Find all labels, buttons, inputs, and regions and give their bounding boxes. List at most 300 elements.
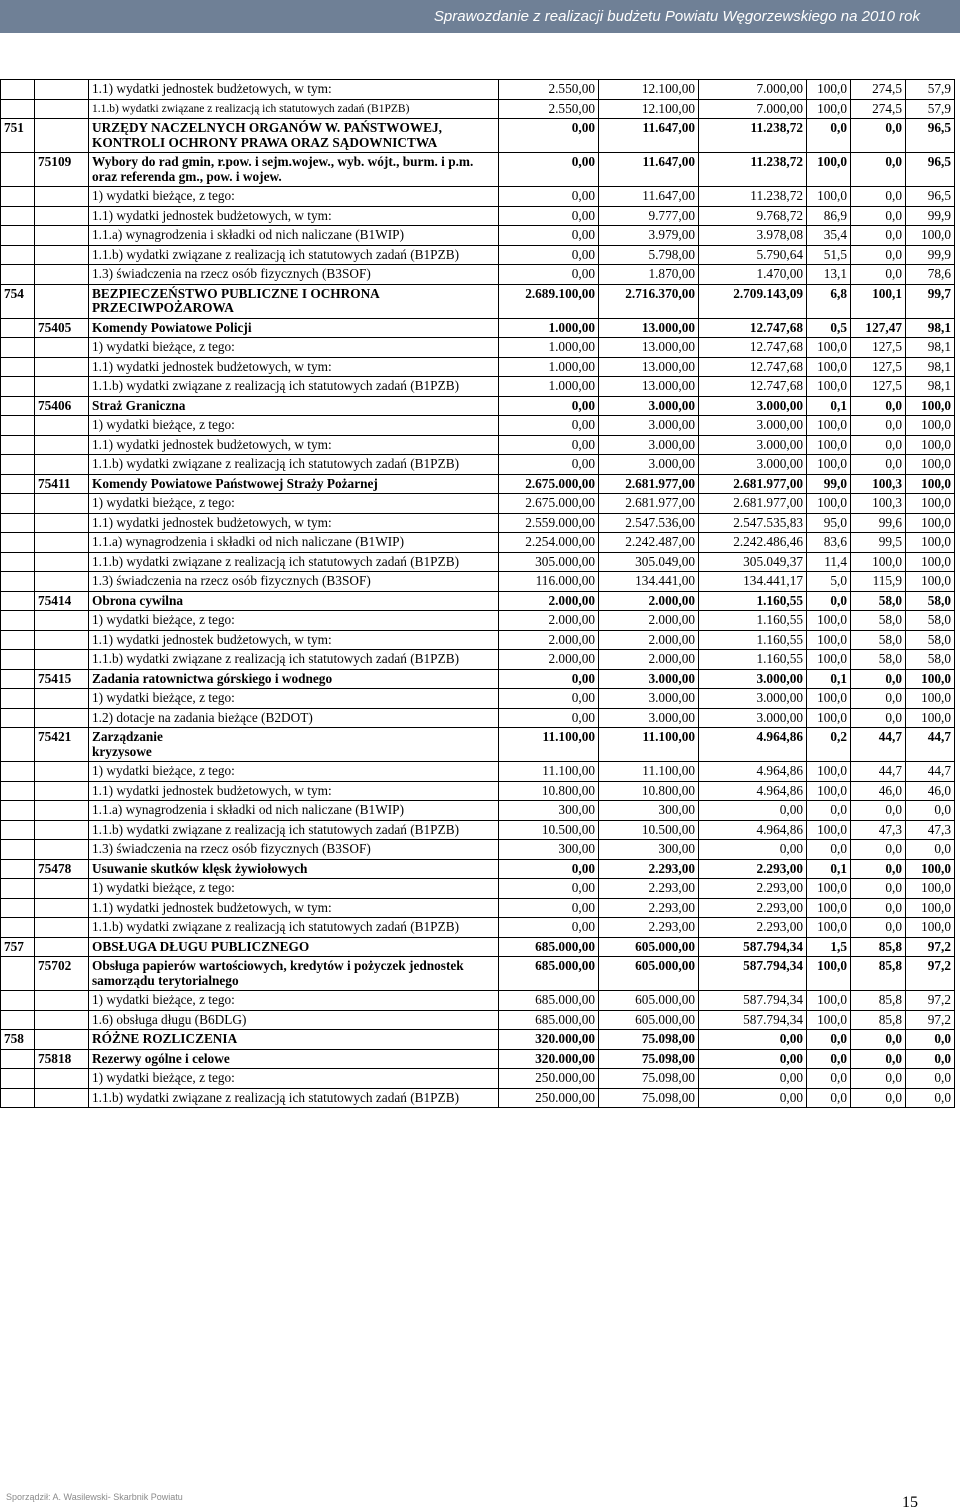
execution-cell: 7.000,00 <box>699 80 807 100</box>
chapter-code-cell <box>35 898 89 918</box>
section-code-cell <box>1 455 35 475</box>
percent-3-cell: 0,0 <box>906 801 955 821</box>
percent-2-cell: 100,1 <box>851 284 906 318</box>
section-code-cell: 758 <box>1 1030 35 1050</box>
percent-3-cell: 100,0 <box>906 708 955 728</box>
chapter-code-cell <box>35 1030 89 1050</box>
percent-3-cell: 0,0 <box>906 1049 955 1069</box>
description-cell: 1.1) wydatki jednostek budżetowych, w tym: <box>89 435 499 455</box>
table-row <box>1 650 955 670</box>
percent-2-cell: 58,0 <box>851 650 906 670</box>
percent-3-cell: 99,7 <box>906 284 955 318</box>
structure-percent-cell: 0,0 <box>807 801 851 821</box>
plan-cell: 1.000,00 <box>499 377 599 397</box>
execution-cell: 3.000,00 <box>699 669 807 689</box>
chapter-code-cell <box>35 416 89 436</box>
table-row <box>1 669 955 689</box>
description-cell: 1) wydatki bieżące, z tego: <box>89 338 499 358</box>
section-code-cell <box>1 859 35 879</box>
chapter-code-cell <box>35 357 89 377</box>
description-cell: 1.1.b) wydatki związane z realizacją ich statutowych zadań (B1PZB) <box>89 1088 499 1108</box>
percent-3-cell: 97,2 <box>906 957 955 991</box>
section-code-cell <box>1 669 35 689</box>
plan-after-changes-cell: 13.000,00 <box>599 338 699 358</box>
plan-cell: 300,00 <box>499 840 599 860</box>
table-row <box>1 284 955 318</box>
table-row <box>1 435 955 455</box>
table-row <box>1 1049 955 1069</box>
structure-percent-cell: 100,0 <box>807 918 851 938</box>
plan-after-changes-cell: 3.000,00 <box>599 396 699 416</box>
description-cell: Zarządzanie kryzysowe <box>89 728 499 762</box>
table-row <box>1 377 955 397</box>
chapter-code-cell <box>35 630 89 650</box>
chapter-code-cell <box>35 689 89 709</box>
section-code-cell <box>1 153 35 187</box>
percent-2-cell: 85,8 <box>851 937 906 957</box>
description-cell: 1.1) wydatki jednostek budżetowych, w tym: <box>89 898 499 918</box>
table-row <box>1 226 955 246</box>
plan-after-changes-cell: 2.242.487,00 <box>599 533 699 553</box>
percent-2-cell: 0,0 <box>851 859 906 879</box>
structure-percent-cell: 100,0 <box>807 762 851 782</box>
table-row <box>1 533 955 553</box>
table-row <box>1 396 955 416</box>
page-number: 15 <box>902 1494 918 1511</box>
section-code-cell <box>1 708 35 728</box>
execution-cell: 0,00 <box>699 840 807 860</box>
chapter-code-cell <box>35 840 89 860</box>
table-row <box>1 357 955 377</box>
percent-2-cell: 0,0 <box>851 265 906 285</box>
description-cell: 1.1) wydatki jednostek budżetowych, w tym: <box>89 630 499 650</box>
percent-2-cell: 58,0 <box>851 611 906 631</box>
plan-cell: 320.000,00 <box>499 1030 599 1050</box>
percent-3-cell: 97,2 <box>906 937 955 957</box>
percent-2-cell: 0,0 <box>851 206 906 226</box>
table-row <box>1 801 955 821</box>
table-row <box>1 879 955 899</box>
section-code-cell <box>1 918 35 938</box>
plan-after-changes-cell: 3.979,00 <box>599 226 699 246</box>
execution-cell: 587.794,34 <box>699 1010 807 1030</box>
chapter-code-cell <box>35 513 89 533</box>
percent-3-cell: 97,2 <box>906 991 955 1011</box>
plan-cell: 2.254.000,00 <box>499 533 599 553</box>
percent-3-cell: 100,0 <box>906 689 955 709</box>
chapter-code-cell <box>35 377 89 397</box>
structure-percent-cell: 100,0 <box>807 630 851 650</box>
plan-cell: 0,00 <box>499 206 599 226</box>
description-cell: 1.1.b) wydatki związane z realizacją ich statutowych zadań (B1PZB) <box>89 650 499 670</box>
chapter-code-cell: 75478 <box>35 859 89 879</box>
percent-3-cell: 100,0 <box>906 879 955 899</box>
percent-3-cell: 0,0 <box>906 1030 955 1050</box>
structure-percent-cell: 100,0 <box>807 650 851 670</box>
chapter-code-cell <box>35 762 89 782</box>
plan-after-changes-cell: 134.441,00 <box>599 572 699 592</box>
section-code-cell <box>1 226 35 246</box>
header-bar <box>0 0 960 33</box>
chapter-code-cell: 75421 <box>35 728 89 762</box>
percent-3-cell: 100,0 <box>906 494 955 514</box>
plan-cell: 250.000,00 <box>499 1069 599 1089</box>
table-row <box>1 781 955 801</box>
table-row <box>1 918 955 938</box>
section-code-cell <box>1 318 35 338</box>
plan-after-changes-cell: 5.798,00 <box>599 245 699 265</box>
table-row <box>1 840 955 860</box>
execution-cell: 0,00 <box>699 1088 807 1108</box>
execution-cell: 4.964,86 <box>699 820 807 840</box>
table-row <box>1 898 955 918</box>
chapter-code-cell: 75109 <box>35 153 89 187</box>
chapter-code-cell <box>35 937 89 957</box>
structure-percent-cell: 0,1 <box>807 396 851 416</box>
structure-percent-cell: 5,0 <box>807 572 851 592</box>
description-cell: 1.1) wydatki jednostek budżetowych, w tym: <box>89 781 499 801</box>
table-row <box>1 513 955 533</box>
description-cell: Komendy Powiatowe Państwowej Straży Pożarnej <box>89 474 499 494</box>
percent-3-cell: 100,0 <box>906 435 955 455</box>
table-row <box>1 318 955 338</box>
plan-cell: 11.100,00 <box>499 762 599 782</box>
plan-after-changes-cell: 605.000,00 <box>599 991 699 1011</box>
execution-cell: 2.293,00 <box>699 918 807 938</box>
description-cell: 1.2) dotacje na zadania bieżące (B2DOT) <box>89 708 499 728</box>
percent-3-cell: 100,0 <box>906 898 955 918</box>
table-row <box>1 611 955 631</box>
structure-percent-cell: 0,0 <box>807 119 851 153</box>
percent-2-cell: 85,8 <box>851 957 906 991</box>
description-cell: 1.1.a) wynagrodzenia i składki od nich naliczane (B1WIP) <box>89 226 499 246</box>
structure-percent-cell: 83,6 <box>807 533 851 553</box>
description-cell: BEZPIECZEŃSTWO PUBLICZNE I OCHRONA PRZECIWPOŻAROWA <box>89 284 499 318</box>
percent-3-cell: 100,0 <box>906 859 955 879</box>
table-row <box>1 119 955 153</box>
execution-cell: 587.794,34 <box>699 937 807 957</box>
table-row <box>1 1069 955 1089</box>
structure-percent-cell: 0,0 <box>807 591 851 611</box>
table-row <box>1 206 955 226</box>
structure-percent-cell: 100,0 <box>807 99 851 119</box>
section-code-cell <box>1 187 35 207</box>
percent-2-cell: 0,0 <box>851 416 906 436</box>
chapter-code-cell <box>35 650 89 670</box>
percent-2-cell: 58,0 <box>851 591 906 611</box>
table-row <box>1 245 955 265</box>
plan-cell: 10.800,00 <box>499 781 599 801</box>
description-cell: 1.1.b) wydatki związane z realizacją ich statutowych zadań (B1PZB) <box>89 99 499 119</box>
execution-cell: 4.964,86 <box>699 728 807 762</box>
percent-2-cell: 0,0 <box>851 245 906 265</box>
description-cell: 1.1.b) wydatki związane z realizacją ich statutowych zadań (B1PZB) <box>89 377 499 397</box>
section-code-cell <box>1 898 35 918</box>
section-code-cell <box>1 1049 35 1069</box>
description-cell: 1) wydatki bieżące, z tego: <box>89 1069 499 1089</box>
percent-2-cell: 127,5 <box>851 338 906 358</box>
structure-percent-cell: 51,5 <box>807 245 851 265</box>
execution-cell: 11.238,72 <box>699 187 807 207</box>
plan-after-changes-cell: 1.870,00 <box>599 265 699 285</box>
percent-3-cell: 96,5 <box>906 119 955 153</box>
plan-after-changes-cell: 9.777,00 <box>599 206 699 226</box>
section-code-cell <box>1 1010 35 1030</box>
description-cell: 1.1.b) wydatki związane z realizacją ich statutowych zadań (B1PZB) <box>89 245 499 265</box>
percent-3-cell: 100,0 <box>906 474 955 494</box>
execution-cell: 12.747,68 <box>699 377 807 397</box>
percent-2-cell: 127,5 <box>851 377 906 397</box>
chapter-code-cell <box>35 820 89 840</box>
percent-3-cell: 58,0 <box>906 611 955 631</box>
percent-2-cell: 0,0 <box>851 898 906 918</box>
section-code-cell <box>1 513 35 533</box>
percent-2-cell: 0,0 <box>851 1088 906 1108</box>
plan-after-changes-cell: 605.000,00 <box>599 937 699 957</box>
chapter-code-cell <box>35 918 89 938</box>
execution-cell: 1.160,55 <box>699 611 807 631</box>
percent-2-cell: 115,9 <box>851 572 906 592</box>
chapter-code-cell <box>35 455 89 475</box>
chapter-code-cell <box>35 533 89 553</box>
description-cell: Obrona cywilna <box>89 591 499 611</box>
plan-cell: 0,00 <box>499 435 599 455</box>
table-row <box>1 572 955 592</box>
chapter-code-cell: 75414 <box>35 591 89 611</box>
description-cell: 1.1) wydatki jednostek budżetowych, w tym: <box>89 206 499 226</box>
percent-2-cell: 44,7 <box>851 762 906 782</box>
chapter-code-cell <box>35 338 89 358</box>
table-row <box>1 552 955 572</box>
execution-cell: 305.049,37 <box>699 552 807 572</box>
structure-percent-cell: 100,0 <box>807 455 851 475</box>
section-code-cell <box>1 377 35 397</box>
plan-cell: 0,00 <box>499 187 599 207</box>
structure-percent-cell: 99,0 <box>807 474 851 494</box>
description-cell: 1.1.a) wynagrodzenia i składki od nich naliczane (B1WIP) <box>89 801 499 821</box>
description-cell: Zadania ratownictwa górskiego i wodnego <box>89 669 499 689</box>
plan-cell: 2.550,00 <box>499 99 599 119</box>
plan-cell: 116.000,00 <box>499 572 599 592</box>
author-note: Sporządził: A. Wasilewski- Skarbnik Powiatu <box>6 1492 183 1502</box>
execution-cell: 1.160,55 <box>699 591 807 611</box>
description-cell: Komendy Powiatowe Policji <box>89 318 499 338</box>
plan-cell: 0,00 <box>499 898 599 918</box>
plan-cell: 1.000,00 <box>499 338 599 358</box>
description-cell: Usuwanie skutków klęsk żywiołowych <box>89 859 499 879</box>
percent-2-cell: 100,3 <box>851 474 906 494</box>
section-code-cell <box>1 552 35 572</box>
structure-percent-cell: 0,1 <box>807 669 851 689</box>
table-row <box>1 991 955 1011</box>
execution-cell: 9.768,72 <box>699 206 807 226</box>
plan-after-changes-cell: 13.000,00 <box>599 377 699 397</box>
section-code-cell <box>1 265 35 285</box>
section-code-cell <box>1 801 35 821</box>
percent-2-cell: 0,0 <box>851 455 906 475</box>
execution-cell: 12.747,68 <box>699 338 807 358</box>
execution-cell: 3.000,00 <box>699 689 807 709</box>
percent-2-cell: 0,0 <box>851 918 906 938</box>
execution-cell: 12.747,68 <box>699 357 807 377</box>
plan-after-changes-cell: 75.098,00 <box>599 1069 699 1089</box>
section-code-cell <box>1 991 35 1011</box>
section-code-cell <box>1 650 35 670</box>
plan-after-changes-cell: 305.049,00 <box>599 552 699 572</box>
execution-cell: 11.238,72 <box>699 153 807 187</box>
plan-cell: 1.000,00 <box>499 357 599 377</box>
percent-3-cell: 47,3 <box>906 820 955 840</box>
structure-percent-cell: 35,4 <box>807 226 851 246</box>
description-cell: 1.3) świadczenia na rzecz osób fizycznych (B3SOF) <box>89 572 499 592</box>
execution-cell: 1.470,00 <box>699 265 807 285</box>
table-row <box>1 455 955 475</box>
plan-after-changes-cell: 2.000,00 <box>599 611 699 631</box>
execution-cell: 2.293,00 <box>699 859 807 879</box>
plan-after-changes-cell: 2.000,00 <box>599 650 699 670</box>
plan-cell: 0,00 <box>499 669 599 689</box>
description-cell: 1) wydatki bieżące, z tego: <box>89 879 499 899</box>
section-code-cell: 757 <box>1 937 35 957</box>
plan-cell: 0,00 <box>499 265 599 285</box>
plan-after-changes-cell: 12.100,00 <box>599 99 699 119</box>
percent-3-cell: 100,0 <box>906 533 955 553</box>
section-code-cell <box>1 338 35 358</box>
table-row <box>1 494 955 514</box>
plan-cell: 305.000,00 <box>499 552 599 572</box>
percent-2-cell: 58,0 <box>851 630 906 650</box>
section-code-cell <box>1 416 35 436</box>
plan-after-changes-cell: 3.000,00 <box>599 689 699 709</box>
plan-after-changes-cell: 3.000,00 <box>599 669 699 689</box>
percent-3-cell: 100,0 <box>906 572 955 592</box>
execution-cell: 4.964,86 <box>699 762 807 782</box>
percent-3-cell: 100,0 <box>906 669 955 689</box>
chapter-code-cell <box>35 879 89 899</box>
plan-after-changes-cell: 75.098,00 <box>599 1088 699 1108</box>
description-cell: 1) wydatki bieżące, z tego: <box>89 494 499 514</box>
plan-after-changes-cell: 13.000,00 <box>599 357 699 377</box>
percent-2-cell: 46,0 <box>851 781 906 801</box>
plan-after-changes-cell: 2.000,00 <box>599 630 699 650</box>
execution-cell: 0,00 <box>699 1069 807 1089</box>
structure-percent-cell: 0,0 <box>807 1088 851 1108</box>
plan-cell: 0,00 <box>499 396 599 416</box>
structure-percent-cell: 100,0 <box>807 957 851 991</box>
execution-cell: 3.000,00 <box>699 416 807 436</box>
section-code-cell <box>1 206 35 226</box>
plan-after-changes-cell: 2.293,00 <box>599 918 699 938</box>
section-code-cell <box>1 533 35 553</box>
percent-2-cell: 0,0 <box>851 689 906 709</box>
execution-cell: 134.441,17 <box>699 572 807 592</box>
percent-3-cell: 98,1 <box>906 318 955 338</box>
structure-percent-cell: 0,1 <box>807 859 851 879</box>
description-cell: Obsługa papierów wartościowych, kredytów i pożyczek jednostek samorządu terytorialnego <box>89 957 499 991</box>
percent-2-cell: 0,0 <box>851 879 906 899</box>
chapter-code-cell <box>35 991 89 1011</box>
plan-after-changes-cell: 75.098,00 <box>599 1049 699 1069</box>
plan-after-changes-cell: 10.500,00 <box>599 820 699 840</box>
plan-after-changes-cell: 605.000,00 <box>599 1010 699 1030</box>
execution-cell: 0,00 <box>699 1049 807 1069</box>
description-cell: 1.1) wydatki jednostek budżetowych, w tym: <box>89 513 499 533</box>
plan-cell: 685.000,00 <box>499 937 599 957</box>
chapter-code-cell: 75411 <box>35 474 89 494</box>
percent-2-cell: 127,47 <box>851 318 906 338</box>
table-row <box>1 80 955 100</box>
execution-cell: 7.000,00 <box>699 99 807 119</box>
percent-3-cell: 97,2 <box>906 1010 955 1030</box>
percent-2-cell: 274,5 <box>851 99 906 119</box>
section-code-cell <box>1 762 35 782</box>
section-code-cell <box>1 494 35 514</box>
table-row <box>1 957 955 991</box>
description-cell: 1) wydatki bieżące, z tego: <box>89 689 499 709</box>
percent-2-cell: 0,0 <box>851 708 906 728</box>
description-cell: 1.6) obsługa długu (B6DLG) <box>89 1010 499 1030</box>
execution-cell: 3.000,00 <box>699 708 807 728</box>
percent-3-cell: 99,9 <box>906 206 955 226</box>
description-cell: 1.1) wydatki jednostek budżetowych, w tym: <box>89 80 499 100</box>
structure-percent-cell: 100,0 <box>807 898 851 918</box>
percent-3-cell: 0,0 <box>906 840 955 860</box>
percent-3-cell: 58,0 <box>906 591 955 611</box>
description-cell: 1.1.b) wydatki związane z realizacją ich statutowych zadań (B1PZB) <box>89 820 499 840</box>
structure-percent-cell: 100,0 <box>807 879 851 899</box>
chapter-code-cell: 75818 <box>35 1049 89 1069</box>
description-cell: 1.1) wydatki jednostek budżetowych, w tym: <box>89 357 499 377</box>
section-code-cell <box>1 245 35 265</box>
section-code-cell <box>1 1069 35 1089</box>
table-row <box>1 187 955 207</box>
structure-percent-cell: 0,0 <box>807 1049 851 1069</box>
percent-2-cell: 274,5 <box>851 80 906 100</box>
table-row <box>1 591 955 611</box>
report-title: Sprawozdanie z realizacji budżetu Powiatu Węgorzewskiego na 2010 rok <box>433 8 920 25</box>
execution-cell: 3.000,00 <box>699 435 807 455</box>
structure-percent-cell: 100,0 <box>807 689 851 709</box>
plan-after-changes-cell: 3.000,00 <box>599 435 699 455</box>
table-row <box>1 820 955 840</box>
plan-after-changes-cell: 11.647,00 <box>599 153 699 187</box>
chapter-code-cell <box>35 435 89 455</box>
plan-cell: 0,00 <box>499 879 599 899</box>
percent-2-cell: 99,6 <box>851 513 906 533</box>
chapter-code-cell <box>35 1088 89 1108</box>
structure-percent-cell: 100,0 <box>807 820 851 840</box>
structure-percent-cell: 86,9 <box>807 206 851 226</box>
plan-cell: 300,00 <box>499 801 599 821</box>
table-row <box>1 630 955 650</box>
structure-percent-cell: 100,0 <box>807 416 851 436</box>
percent-2-cell: 0,0 <box>851 1030 906 1050</box>
table-row <box>1 416 955 436</box>
execution-cell: 2.293,00 <box>699 898 807 918</box>
plan-after-changes-cell: 10.800,00 <box>599 781 699 801</box>
percent-2-cell: 100,0 <box>851 552 906 572</box>
description-cell: 1.1.b) wydatki związane z realizacją ich statutowych zadań (B1PZB) <box>89 455 499 475</box>
budget-table-body <box>1 80 955 1108</box>
plan-after-changes-cell: 2.681.977,00 <box>599 474 699 494</box>
budget-table <box>0 79 955 1108</box>
structure-percent-cell: 100,0 <box>807 153 851 187</box>
percent-2-cell: 85,8 <box>851 991 906 1011</box>
table-row <box>1 99 955 119</box>
description-cell: Wybory do rad gmin, r.pow. i sejm.wojew., wyb. wójt., burm. i p.m. oraz referenda gm., pow. i wojew. <box>89 153 499 187</box>
section-code-cell: 754 <box>1 284 35 318</box>
plan-cell: 250.000,00 <box>499 1088 599 1108</box>
